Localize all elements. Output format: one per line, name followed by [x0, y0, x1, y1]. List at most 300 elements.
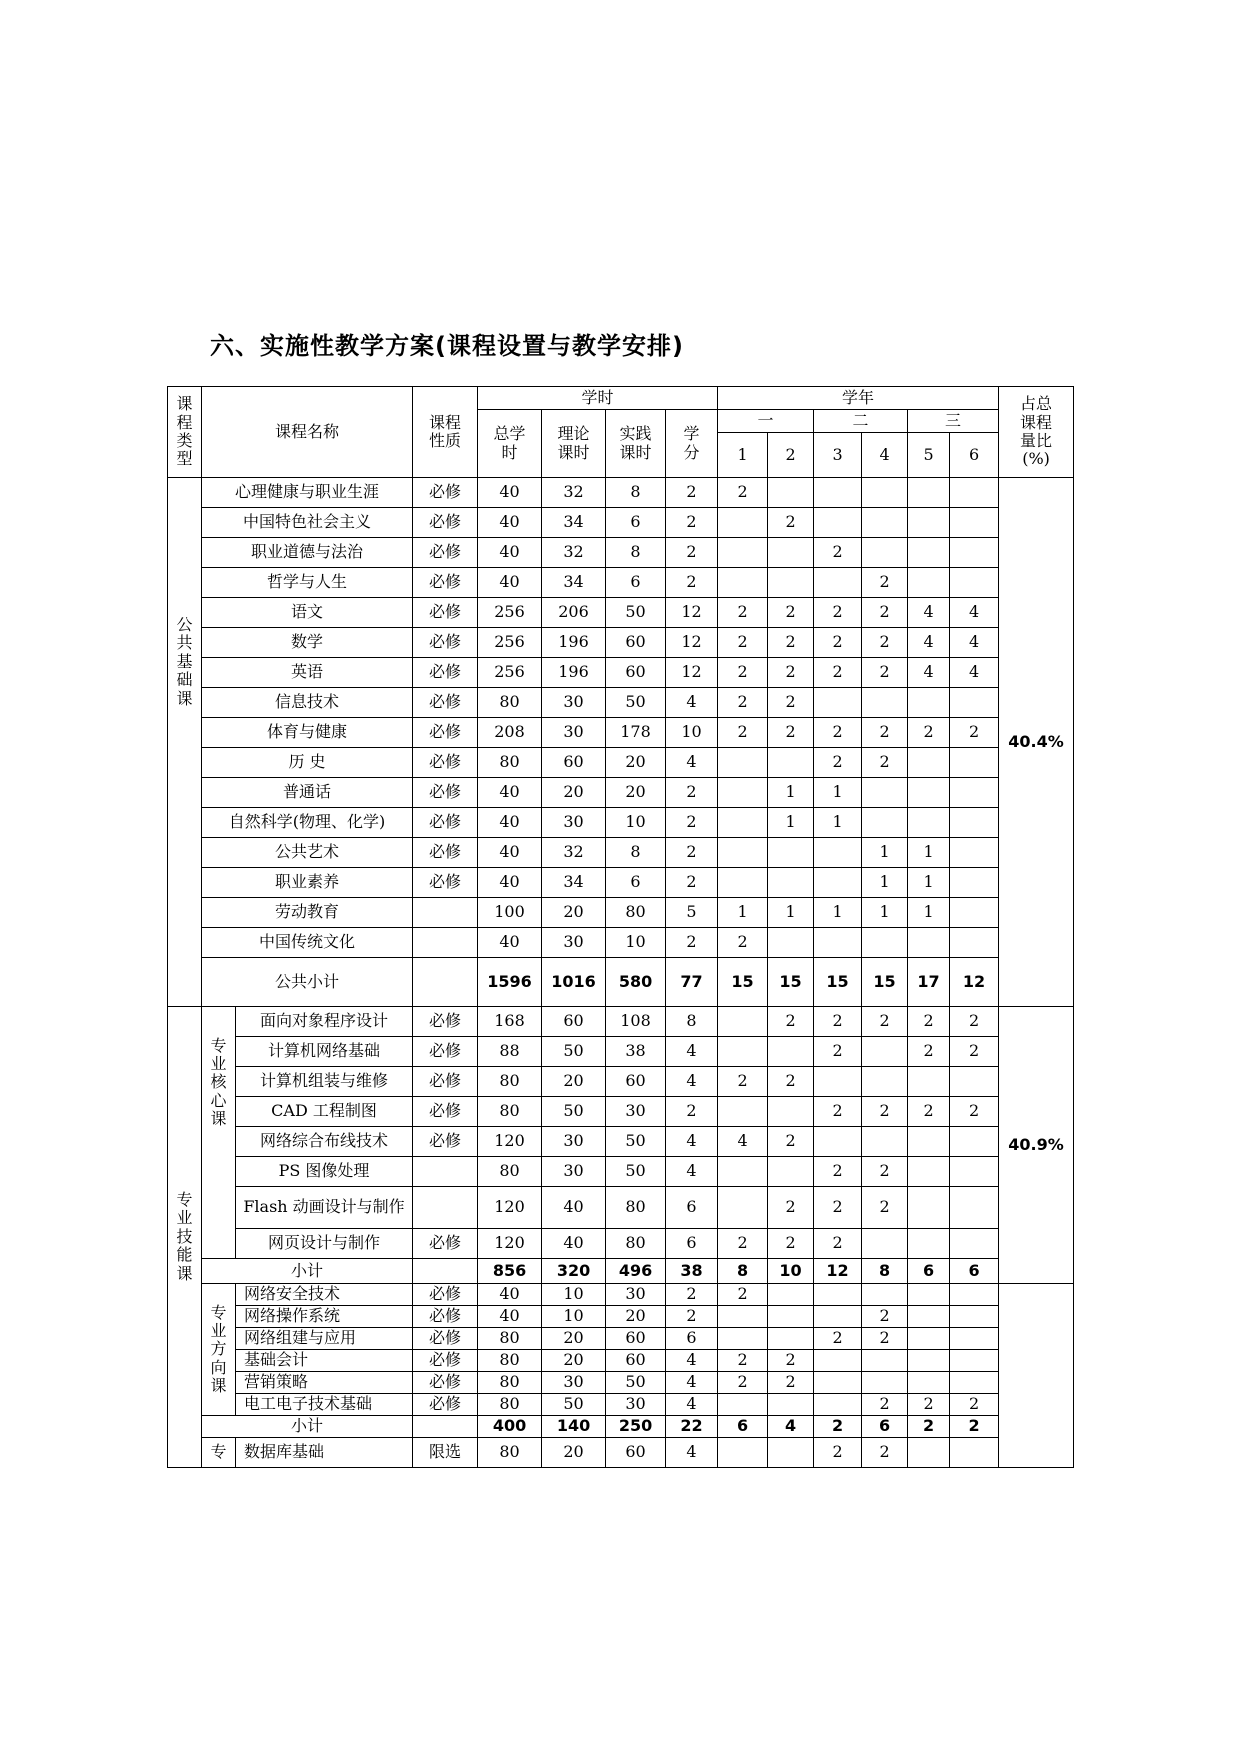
theory-hours-cell: 60 — [542, 748, 606, 778]
term-hours-cell: 2 — [814, 538, 862, 568]
total-hours-cell: 120 — [478, 1229, 542, 1259]
term-hours-cell — [718, 1157, 768, 1187]
term-hours-cell: 4 — [908, 658, 950, 688]
term-hours-cell — [862, 538, 908, 568]
table-row — [168, 628, 1074, 658]
table-row — [168, 1067, 1074, 1097]
total-hours-cell: 208 — [478, 718, 542, 748]
credits-cell: 10 — [666, 718, 718, 748]
total-hours-cell: 256 — [478, 598, 542, 628]
term-hours-cell — [718, 1037, 768, 1067]
professional-course-type-char: 课 — [176, 1263, 193, 1283]
course-name: 网络安全技术 — [236, 1284, 413, 1306]
course-nature — [413, 898, 478, 928]
course-name: 营销策略 — [236, 1372, 413, 1394]
term-hours-cell — [768, 838, 814, 868]
credits-cell: 38 — [666, 1259, 718, 1284]
term-hours-cell: 2 — [718, 478, 768, 508]
term-hours-cell: 2 — [814, 658, 862, 688]
term-hours-cell: 1 — [814, 898, 862, 928]
practice-hours-cell: 20 — [606, 778, 666, 808]
credits-cell: 12 — [666, 658, 718, 688]
total-hours-cell: 40 — [478, 508, 542, 538]
term-hours-cell — [950, 1067, 999, 1097]
term-hours-cell — [908, 568, 950, 598]
course-nature: 必修 — [413, 568, 478, 598]
term-hours-cell — [862, 1350, 908, 1372]
course-name: 劳动教育 — [202, 898, 413, 928]
term-hours-cell — [950, 868, 999, 898]
header-term: 1 — [718, 433, 768, 478]
term-hours-cell: 10 — [768, 1259, 814, 1284]
header-school-year: 学年 — [718, 387, 999, 410]
term-hours-cell: 4 — [950, 658, 999, 688]
credits-cell: 6 — [666, 1328, 718, 1350]
practice-hours-cell: 10 — [606, 928, 666, 958]
theory-hours-cell: 50 — [542, 1097, 606, 1127]
term-hours-cell — [718, 1007, 768, 1037]
total-hours-cell: 40 — [478, 1306, 542, 1328]
course-nature: 必修 — [413, 778, 478, 808]
term-hours-cell: 6 — [718, 1416, 768, 1438]
practice-hours-cell: 60 — [606, 628, 666, 658]
term-hours-cell: 2 — [718, 1067, 768, 1097]
term-hours-cell — [768, 928, 814, 958]
credits-cell: 4 — [666, 748, 718, 778]
theory-hours-cell: 30 — [542, 718, 606, 748]
table-row — [168, 1007, 1074, 1037]
table-row — [168, 928, 1074, 958]
header-hours: 学时 — [478, 387, 718, 410]
course-nature: 必修 — [413, 838, 478, 868]
theory-hours-cell: 30 — [542, 1157, 606, 1187]
term-hours-cell: 4 — [950, 598, 999, 628]
term-hours-cell: 1 — [814, 808, 862, 838]
practice-hours-cell: 30 — [606, 1394, 666, 1416]
practice-hours-cell: 30 — [606, 1284, 666, 1306]
total-hours-cell: 80 — [478, 1328, 542, 1350]
term-hours-cell — [814, 838, 862, 868]
term-hours-cell — [814, 508, 862, 538]
term-hours-cell — [950, 748, 999, 778]
term-hours-cell: 1 — [862, 838, 908, 868]
course-nature: 必修 — [413, 1350, 478, 1372]
term-hours-cell — [908, 688, 950, 718]
course-nature: 必修 — [413, 1127, 478, 1157]
term-hours-cell: 2 — [950, 1097, 999, 1127]
term-hours-cell — [768, 568, 814, 598]
term-hours-cell: 2 — [814, 1037, 862, 1067]
term-hours-cell: 15 — [862, 958, 908, 1007]
header-year-3: 三 — [908, 410, 999, 433]
credits-cell: 2 — [666, 868, 718, 898]
theory-hours-cell: 20 — [542, 898, 606, 928]
ratio-blank — [999, 1284, 1074, 1468]
term-hours-cell: 2 — [768, 1067, 814, 1097]
practice-hours-cell: 80 — [606, 1187, 666, 1229]
term-hours-cell: 2 — [814, 1187, 862, 1229]
term-hours-cell: 2 — [718, 1284, 768, 1306]
course-name: 历 史 — [202, 748, 413, 778]
header-row — [168, 387, 1074, 410]
course-nature: 必修 — [413, 508, 478, 538]
theory-hours-cell: 30 — [542, 688, 606, 718]
term-hours-cell — [908, 1067, 950, 1097]
table-row — [168, 688, 1074, 718]
elective-course-label: 专 — [202, 1438, 236, 1468]
practice-hours-cell: 80 — [606, 1229, 666, 1259]
practice-hours-cell: 10 — [606, 808, 666, 838]
term-hours-cell: 2 — [768, 1350, 814, 1372]
course-name: 心理健康与职业生涯 — [202, 478, 413, 508]
course-nature: 必修 — [413, 538, 478, 568]
term-hours-cell — [718, 808, 768, 838]
table-row — [168, 898, 1074, 928]
course-nature: 必修 — [413, 1067, 478, 1097]
course-name: Flash 动画设计与制作 — [236, 1187, 413, 1229]
theory-hours-cell: 206 — [542, 598, 606, 628]
term-hours-cell: 2 — [814, 1097, 862, 1127]
term-hours-cell: 2 — [718, 1350, 768, 1372]
term-hours-cell: 2 — [908, 1007, 950, 1037]
practice-hours-cell: 60 — [606, 1328, 666, 1350]
credits-cell: 4 — [666, 1067, 718, 1097]
term-hours-cell: 2 — [768, 1372, 814, 1394]
term-hours-cell: 2 — [768, 658, 814, 688]
term-hours-cell — [718, 1306, 768, 1328]
term-hours-cell: 2 — [862, 1157, 908, 1187]
total-hours-cell: 120 — [478, 1187, 542, 1229]
credits-cell: 2 — [666, 568, 718, 598]
credits-cell: 2 — [666, 838, 718, 868]
term-hours-cell: 12 — [814, 1259, 862, 1284]
term-hours-cell — [950, 1350, 999, 1372]
theory-hours-cell: 34 — [542, 868, 606, 898]
course-nature — [413, 1187, 478, 1229]
course-name: 信息技术 — [202, 688, 413, 718]
table-row — [168, 1127, 1074, 1157]
total-hours-cell: 80 — [478, 1438, 542, 1468]
core-course-label-char: 课 — [210, 1109, 227, 1129]
term-hours-cell: 4 — [908, 598, 950, 628]
term-hours-cell: 1 — [862, 868, 908, 898]
course-nature: 必修 — [413, 718, 478, 748]
term-hours-cell: 12 — [950, 958, 999, 1007]
professional-ratio: 40.9% — [999, 1007, 1074, 1284]
term-hours-cell — [908, 1438, 950, 1468]
term-hours-cell: 2 — [950, 1416, 999, 1438]
term-hours-cell: 8 — [718, 1259, 768, 1284]
term-hours-cell — [950, 1127, 999, 1157]
course-name: 体育与健康 — [202, 718, 413, 748]
credits-cell: 2 — [666, 508, 718, 538]
term-hours-cell — [814, 1394, 862, 1416]
course-name: 英语 — [202, 658, 413, 688]
header-term: 4 — [862, 433, 908, 478]
theory-hours-cell: 32 — [542, 538, 606, 568]
course-nature: 必修 — [413, 1306, 478, 1328]
term-hours-cell: 2 — [814, 628, 862, 658]
term-hours-cell: 1 — [768, 808, 814, 838]
direction-course-label — [202, 1284, 236, 1416]
total-hours-cell: 168 — [478, 1007, 542, 1037]
term-hours-cell — [718, 1328, 768, 1350]
term-hours-cell — [862, 1372, 908, 1394]
course-name: 基础会计 — [236, 1350, 413, 1372]
term-hours-cell — [814, 568, 862, 598]
total-hours-cell: 1596 — [478, 958, 542, 1007]
table-row — [168, 1097, 1074, 1127]
total-hours-cell: 80 — [478, 1067, 542, 1097]
term-hours-cell: 1 — [768, 778, 814, 808]
term-hours-cell — [862, 1067, 908, 1097]
term-hours-cell — [950, 1157, 999, 1187]
credits-cell: 4 — [666, 688, 718, 718]
course-nature: 限选 — [413, 1438, 478, 1468]
term-hours-cell — [908, 478, 950, 508]
subtotal-row — [168, 1259, 1074, 1284]
course-nature: 必修 — [413, 628, 478, 658]
total-hours-cell: 40 — [478, 808, 542, 838]
table-row — [168, 778, 1074, 808]
theory-hours-cell: 10 — [542, 1306, 606, 1328]
credits-cell: 2 — [666, 538, 718, 568]
practice-hours-cell: 20 — [606, 1306, 666, 1328]
credits-cell: 8 — [666, 1007, 718, 1037]
table-row — [168, 1350, 1074, 1372]
theory-hours-cell: 30 — [542, 808, 606, 838]
term-hours-cell: 4 — [950, 628, 999, 658]
header-course-name: 课程名称 — [202, 387, 413, 478]
term-hours-cell: 2 — [814, 598, 862, 628]
term-hours-cell — [814, 1284, 862, 1306]
term-hours-cell — [908, 1229, 950, 1259]
professional-course-type-char: 业 — [176, 1208, 193, 1228]
table-row — [168, 1284, 1074, 1306]
term-hours-cell: 2 — [768, 598, 814, 628]
theory-hours-cell: 40 — [542, 1229, 606, 1259]
term-hours-cell: 2 — [814, 718, 862, 748]
term-hours-cell: 1 — [718, 898, 768, 928]
practice-hours-cell: 580 — [606, 958, 666, 1007]
course-name: 中国传统文化 — [202, 928, 413, 958]
practice-hours-cell: 8 — [606, 538, 666, 568]
term-hours-cell — [768, 538, 814, 568]
table-row — [168, 1394, 1074, 1416]
header-total-hours: 总学时 — [478, 410, 542, 478]
practice-hours-cell: 38 — [606, 1037, 666, 1067]
subtotal-row — [168, 1416, 1074, 1438]
practice-hours-cell: 50 — [606, 598, 666, 628]
total-hours-cell: 100 — [478, 898, 542, 928]
course-nature: 必修 — [413, 808, 478, 838]
term-hours-cell — [908, 1372, 950, 1394]
table-row — [168, 508, 1074, 538]
term-hours-cell: 2 — [862, 1438, 908, 1468]
practice-hours-cell: 60 — [606, 1350, 666, 1372]
term-hours-cell — [862, 778, 908, 808]
total-hours-cell: 80 — [478, 1097, 542, 1127]
theory-hours-cell: 20 — [542, 1350, 606, 1372]
theory-hours-cell: 34 — [542, 568, 606, 598]
course-nature: 必修 — [413, 1394, 478, 1416]
total-hours-cell: 856 — [478, 1259, 542, 1284]
credits-cell: 2 — [666, 778, 718, 808]
practice-hours-cell: 178 — [606, 718, 666, 748]
term-hours-cell: 4 — [908, 628, 950, 658]
term-hours-cell: 2 — [768, 1127, 814, 1157]
term-hours-cell — [908, 778, 950, 808]
theory-hours-cell: 30 — [542, 1127, 606, 1157]
table-row — [168, 538, 1074, 568]
term-hours-cell — [814, 1306, 862, 1328]
credits-cell: 77 — [666, 958, 718, 1007]
term-hours-cell: 2 — [950, 718, 999, 748]
theory-hours-cell: 32 — [542, 838, 606, 868]
practice-hours-cell: 80 — [606, 898, 666, 928]
table-row — [168, 838, 1074, 868]
term-hours-cell: 2 — [862, 748, 908, 778]
table-row — [168, 1187, 1074, 1229]
table-row — [168, 1372, 1074, 1394]
term-hours-cell — [718, 1438, 768, 1468]
header-year-1: 一 — [718, 410, 814, 433]
term-hours-cell — [768, 748, 814, 778]
course-nature — [413, 1157, 478, 1187]
total-hours-cell: 40 — [478, 838, 542, 868]
term-hours-cell — [768, 1394, 814, 1416]
term-hours-cell — [908, 508, 950, 538]
term-hours-cell: 2 — [862, 1007, 908, 1037]
credits-cell: 12 — [666, 628, 718, 658]
course-nature: 必修 — [413, 1097, 478, 1127]
header-theory-hours: 理论课时 — [542, 410, 606, 478]
course-name: 哲学与人生 — [202, 568, 413, 598]
term-hours-cell: 2 — [814, 1229, 862, 1259]
professional-course-type-char: 专 — [176, 1190, 193, 1210]
term-hours-cell: 2 — [950, 1037, 999, 1067]
term-hours-cell: 2 — [814, 1157, 862, 1187]
course-nature: 必修 — [413, 598, 478, 628]
practice-hours-cell: 6 — [606, 568, 666, 598]
term-hours-cell — [908, 1328, 950, 1350]
term-hours-cell — [768, 478, 814, 508]
header-course-type: 课 程 类 型 — [168, 387, 202, 478]
term-hours-cell: 2 — [908, 1097, 950, 1127]
term-hours-cell — [862, 1229, 908, 1259]
term-hours-cell: 2 — [718, 718, 768, 748]
term-hours-cell — [950, 1306, 999, 1328]
term-hours-cell: 2 — [814, 1438, 862, 1468]
theory-hours-cell: 10 — [542, 1284, 606, 1306]
term-hours-cell — [950, 1229, 999, 1259]
header-course-nature: 课程性质 — [413, 387, 478, 478]
theory-hours-cell: 32 — [542, 478, 606, 508]
practice-hours-cell: 30 — [606, 1097, 666, 1127]
table-row — [168, 1157, 1074, 1187]
total-hours-cell: 40 — [478, 568, 542, 598]
term-hours-cell — [718, 1097, 768, 1127]
course-name: 语文 — [202, 598, 413, 628]
practice-hours-cell: 250 — [606, 1416, 666, 1438]
term-hours-cell: 2 — [768, 508, 814, 538]
header-term: 6 — [950, 433, 999, 478]
course-nature: 必修 — [413, 1284, 478, 1306]
course-name: 电工电子技术基础 — [236, 1394, 413, 1416]
term-hours-cell: 2 — [768, 688, 814, 718]
term-hours-cell: 2 — [768, 628, 814, 658]
professional-course-type-char: 技 — [176, 1226, 193, 1246]
public-course-type-char: 共 — [176, 633, 193, 653]
theory-hours-cell: 60 — [542, 1007, 606, 1037]
term-hours-cell — [768, 1328, 814, 1350]
course-name: 网络组建与应用 — [236, 1328, 413, 1350]
practice-hours-cell: 50 — [606, 1372, 666, 1394]
term-hours-cell — [768, 1097, 814, 1127]
term-hours-cell — [718, 538, 768, 568]
term-hours-cell — [950, 898, 999, 928]
practice-hours-cell: 6 — [606, 508, 666, 538]
term-hours-cell: 2 — [718, 928, 768, 958]
term-hours-cell: 2 — [950, 1394, 999, 1416]
total-hours-cell: 80 — [478, 1350, 542, 1372]
public-course-type-char: 课 — [176, 688, 193, 708]
table-row — [168, 718, 1074, 748]
direction-course-label-char: 向 — [210, 1357, 227, 1377]
term-hours-cell — [908, 1284, 950, 1306]
course-name: 网络操作系统 — [236, 1306, 413, 1328]
term-hours-cell — [768, 1157, 814, 1187]
course-name: 职业道德与法治 — [202, 538, 413, 568]
term-hours-cell — [908, 1127, 950, 1157]
credits-cell: 6 — [666, 1229, 718, 1259]
theory-hours-cell: 20 — [542, 778, 606, 808]
credits-cell: 2 — [666, 1097, 718, 1127]
direction-course-label-char: 业 — [210, 1320, 227, 1340]
term-hours-cell: 6 — [862, 1416, 908, 1438]
term-hours-cell — [718, 1394, 768, 1416]
course-name: 数据库基础 — [236, 1438, 413, 1468]
table-row — [168, 1438, 1074, 1468]
term-hours-cell — [814, 688, 862, 718]
term-hours-cell: 2 — [718, 1372, 768, 1394]
course-nature: 必修 — [413, 1229, 478, 1259]
term-hours-cell: 6 — [950, 1259, 999, 1284]
term-hours-cell: 2 — [862, 598, 908, 628]
table-row — [168, 568, 1074, 598]
total-hours-cell: 40 — [478, 478, 542, 508]
term-hours-cell: 17 — [908, 958, 950, 1007]
term-hours-cell — [718, 508, 768, 538]
term-hours-cell: 15 — [768, 958, 814, 1007]
subtotal-nature — [413, 1416, 478, 1438]
term-hours-cell — [950, 928, 999, 958]
term-hours-cell — [814, 868, 862, 898]
core-course-label-char: 专 — [210, 1035, 227, 1055]
practice-hours-cell: 6 — [606, 868, 666, 898]
credits-cell: 22 — [666, 1416, 718, 1438]
term-hours-cell: 2 — [814, 1007, 862, 1037]
total-hours-cell: 40 — [478, 928, 542, 958]
term-hours-cell: 2 — [950, 1007, 999, 1037]
course-name: 中国特色社会主义 — [202, 508, 413, 538]
total-hours-cell: 80 — [478, 688, 542, 718]
term-hours-cell: 2 — [768, 718, 814, 748]
term-hours-cell — [862, 688, 908, 718]
term-hours-cell — [718, 748, 768, 778]
term-hours-cell — [718, 1187, 768, 1229]
subtotal-nature — [413, 1259, 478, 1284]
